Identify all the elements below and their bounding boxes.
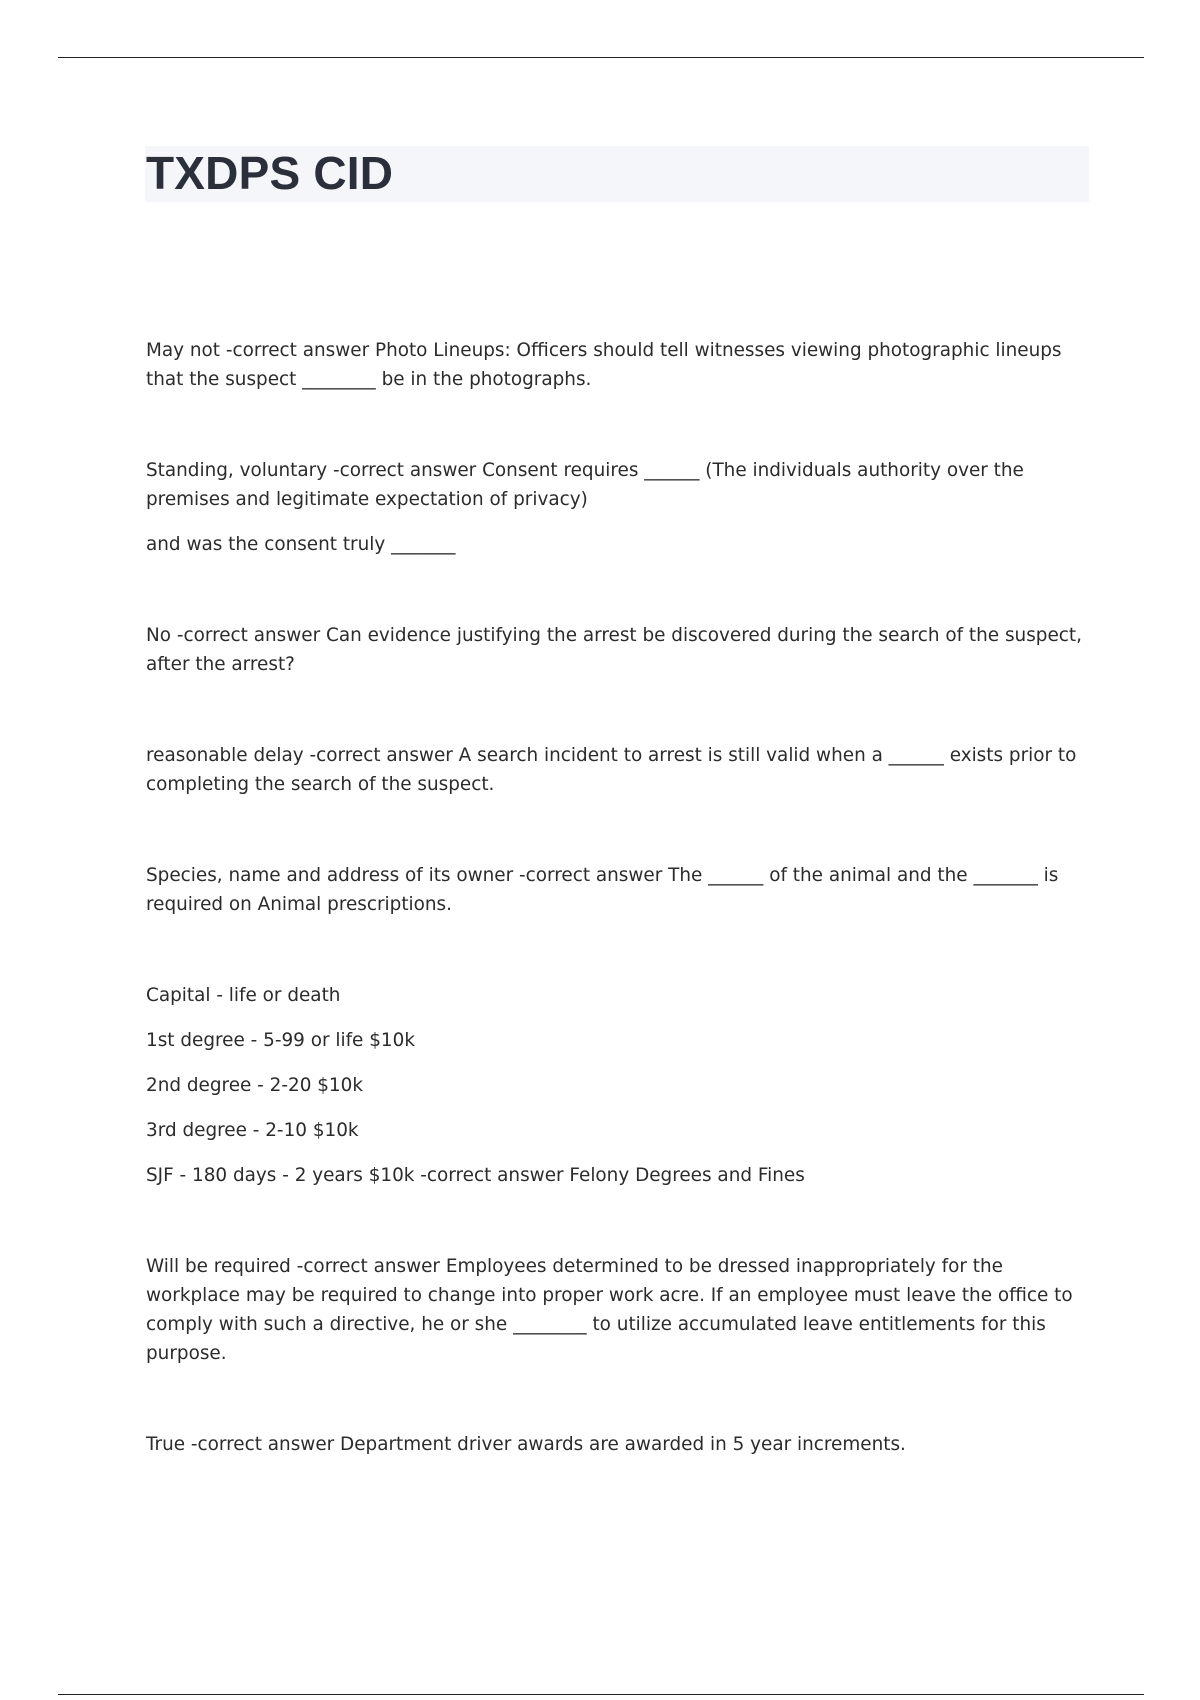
entry-reasonable-delay: reasonable delay -correct answer A search incident to arrest is still valid when a ______ exists prior to completing the search of the suspect. (146, 745, 1077, 795)
entry-animal-prescriptions: Species, name and address of its owner -correct answer The ______ of the animal and the _______ is required on Animal prescriptions. (146, 865, 1059, 915)
entry-capital: Capital - life or death (146, 985, 341, 1006)
entry-dress-code: Will be required -correct answer Employees determined to be dressed inappropriately for the workplace may be required to change into proper work acre. If an employee must leave the office to comply with such a directive, he or she ________ to utilize accumulated leave entitlements for this purpose. (146, 1256, 1073, 1364)
entry-search-after-arrest: No -correct answer Can evidence justifying the arrest be discovered during the search of the suspect, after the arrest? (146, 625, 1082, 675)
document-body (146, 336, 1090, 1459)
entry-second-degree: 2nd degree - 2-20 $10k (146, 1075, 363, 1096)
entry-sjf: SJF - 180 days - 2 years $10k -correct answer Felony Degrees and Fines (146, 1165, 805, 1186)
entry-third-degree: 3rd degree - 2-10 $10k (146, 1120, 359, 1141)
entry-consent-continued: and was the consent truly _______ (146, 534, 456, 555)
page-title: TXDPS CID (146, 147, 394, 199)
entry-driver-awards: True -correct answer Department driver awards are awarded in 5 year increments. (146, 1434, 906, 1455)
top-rule (58, 57, 1144, 58)
entry-consent: Standing, voluntary -correct answer Consent requires ______ (The individuals authority over the premises and legitimate expectation of privacy) (146, 460, 1024, 510)
entry-first-degree: 1st degree - 5-99 or life $10k (146, 1030, 415, 1051)
bottom-rule (58, 1694, 1144, 1695)
entry-photo-lineups: May not -correct answer Photo Lineups: Officers should tell witnesses viewing photographic lineups that the suspect ________ be in the photographs. (146, 340, 1062, 390)
